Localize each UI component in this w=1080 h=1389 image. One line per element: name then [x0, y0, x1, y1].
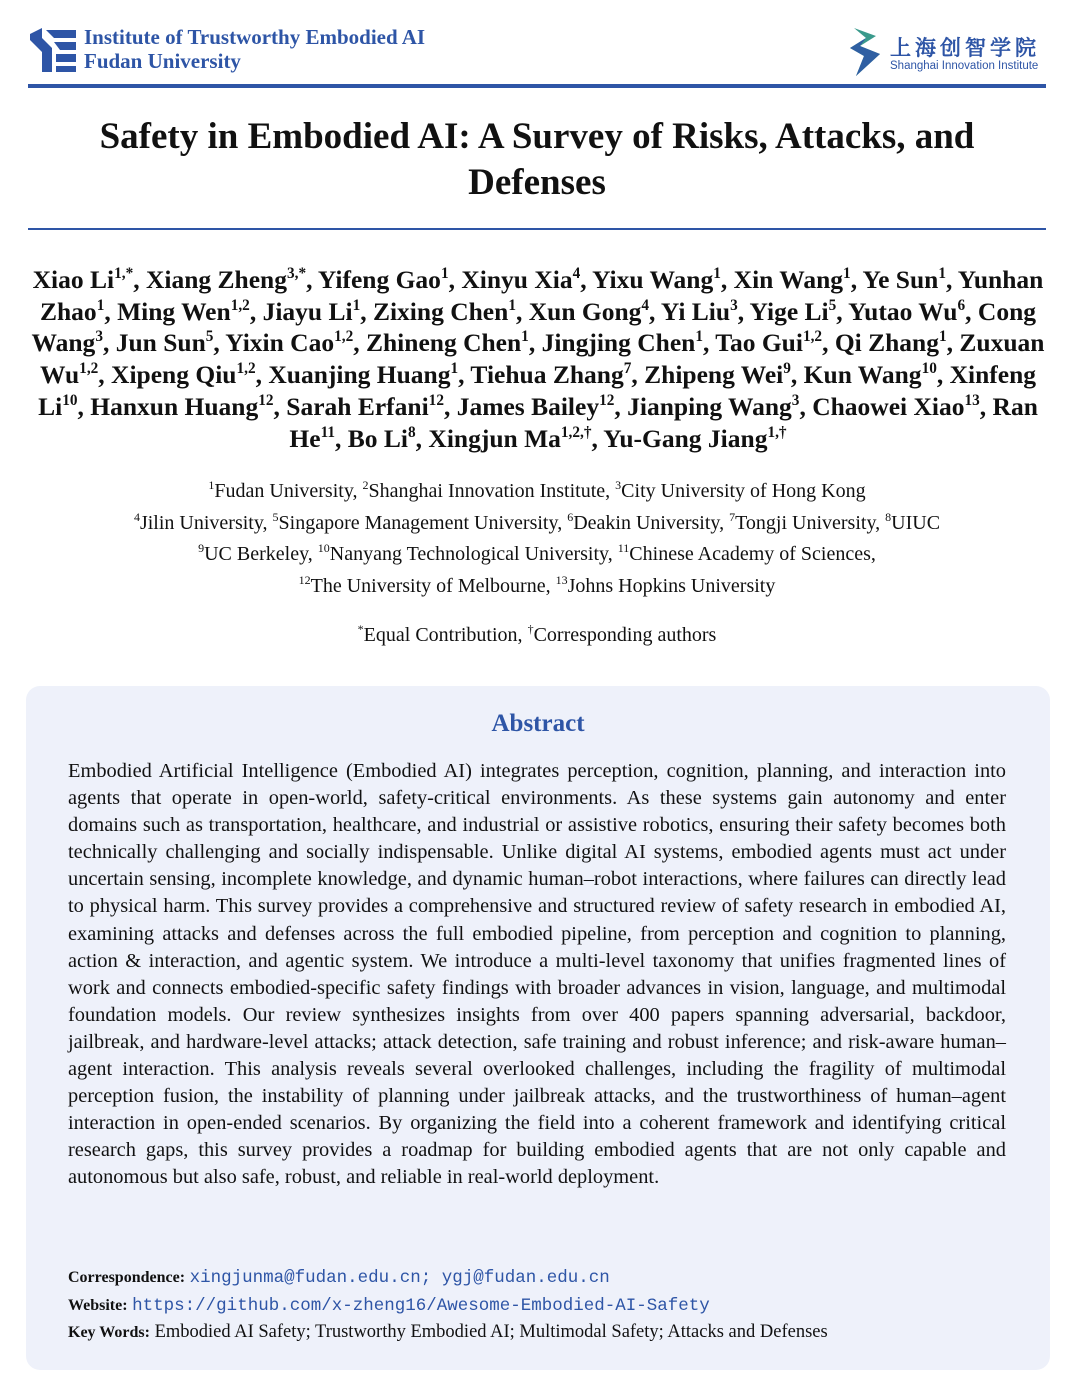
affiliation-list	[28, 476, 1046, 602]
institute-line1: Institute of Trustworthy Embodied AI	[84, 25, 426, 49]
author-affiliation-mark: 4	[572, 265, 581, 283]
sii-name-chinese: 上海创智学院	[890, 36, 1040, 60]
author	[804, 360, 937, 389]
author	[146, 265, 306, 294]
affiliation-number: 10	[317, 541, 330, 556]
abstract-body: Embodied Artificial Intelligence (Embodied AI) integrates perception, cognition, planning, and interaction into agents that operate in open-world, safety-critical environments. As these systems gain autonomy and enter domains such as transportation, healthcare, and industrial or assistive robotics, ensuring their safety becomes both technically challenging and socially indispensable. Unlike digital AI systems, embodied agents must act under uncertain sensing, incomplete knowledge, and dynamic human–robot interactions, where failures can directly lead to physical harm. This survey provides a comprehensive and structured review of safety research in embodied AI, examining attacks and defenses across the full embodied pipeline, from perception and cognition to planning, action & interaction, and agentic system. We introduce a multi-level taxonomy that unifies fragmented lines of work and connects embodied-specific safety findings with broader advances in vision, language, and multimodal foundation models. Our review synthesizes insights from over 400 papers spanning adversarial, backdoor, jailbreak, and hardware-level attacks; attack detection, safe training and robust inference; and risk-aware human–agent interaction. This analysis reveals several overlooked challenges, including the fragility of multimodal perception fusion, the instability of planning under jailbreak attacks, and the trustworthiness of human–agent interaction in open-ended scenarios. By organizing the field into a coherent framework and identifying critical research gaps, this survey provides a roadmap for building embodied agents that are not only capable and autonomous but also safe, robust, and reliable in real-world deployment.	[68, 760, 1006, 1189]
author-affiliation-mark: 12	[428, 391, 444, 409]
author	[373, 297, 516, 326]
author-affiliation-mark: 3	[95, 328, 103, 346]
affiliation-number: 12	[298, 572, 311, 587]
author-affiliation-mark: 1,2	[334, 328, 354, 346]
author-affiliation-mark: 1	[96, 296, 105, 314]
author-name: Zhineng Chen	[365, 328, 522, 358]
equal-mark: *	[357, 622, 364, 637]
author-name: Yifeng Gao	[317, 265, 441, 294]
affiliation-name: Johns Hopkins University	[567, 574, 776, 597]
author-name: Zuxuan Wu	[39, 328, 1045, 390]
author	[603, 424, 786, 453]
affiliation-number: 9	[198, 541, 205, 556]
affiliation-number: 1	[208, 478, 215, 493]
affiliation-name: Nanyang Technological University	[329, 543, 608, 565]
sii-name-english: Shanghai Innovation Institute	[890, 60, 1039, 72]
sii-logo	[846, 22, 1046, 82]
author	[812, 392, 980, 421]
equal-contribution-text: Equal Contribution,	[363, 624, 528, 646]
author	[470, 360, 631, 389]
author-affiliation-mark: 11	[320, 423, 336, 441]
author-name: Zixing Chen	[372, 296, 509, 326]
header-rule	[28, 84, 1046, 88]
author-affiliation-mark: 9	[783, 360, 791, 378]
correspondence-row	[68, 1264, 1018, 1292]
author	[286, 392, 444, 421]
website-row	[68, 1292, 1018, 1320]
author-name: Ran He	[289, 391, 1038, 453]
author-affiliation-mark: 1,2	[230, 296, 250, 314]
author-affiliation-mark: 12	[599, 391, 615, 409]
author	[461, 265, 580, 294]
author-name: Kun Wang	[803, 360, 922, 390]
author-affiliation-mark: 1	[508, 296, 516, 314]
affiliation-number: 2	[362, 478, 369, 493]
affiliation-name: Singapore Management University	[278, 511, 558, 534]
title-rule	[28, 228, 1046, 230]
author-name: Chaowei Xiao	[812, 391, 965, 421]
paper-title: Safety in Embodied AI: A Survey of Risks, Attacks, and Defenses	[99, 116, 975, 203]
affiliation-line: $^4$Jilin University, $^5$Singapore Management University, $^6$Deakin University, $^7$Tongji University, $^8$UIUC	[133, 509, 941, 534]
author-name: Yixin Cao	[225, 328, 335, 358]
author-name: Cong Wang	[31, 296, 1037, 358]
author-name: Yu-Gang Jiang	[603, 423, 768, 453]
author-affiliation-mark: 1	[695, 328, 703, 346]
author-name: Yunhan Zhao	[39, 265, 1044, 326]
author-name: Yi Liu	[660, 296, 731, 326]
author-affiliation-mark: 1	[938, 265, 946, 283]
author-name: Tao Gui	[715, 328, 803, 358]
affiliation-name: Deakin University	[573, 511, 720, 534]
affiliation-name: Fudan University	[214, 480, 353, 502]
author	[318, 265, 449, 294]
affiliation-name: UIUC	[891, 511, 941, 534]
author	[117, 297, 250, 326]
affiliation-number: 11	[617, 541, 630, 556]
author-name: Jiayu Li	[262, 296, 353, 326]
affiliation-line: $^9$UC Berkeley, $^{10}$Nanyang Technological University, $^{11}$Chinese Academy of Sciences,	[198, 541, 876, 565]
author	[644, 360, 791, 389]
affiliation-line: $^1$Fudan University, $^2$Shanghai Innovation Institute, $^3$City University of Hong Kong	[208, 478, 866, 502]
author	[734, 265, 851, 294]
author-affiliation-mark: 1	[440, 265, 449, 283]
author-affiliation-mark: 1	[521, 328, 529, 346]
keywords-value: Embodied AI Safety; Trustworthy Embodied AI; Multimodal Safety; Attacks and Defenses	[154, 1322, 828, 1342]
author-name: Xuanjing Huang	[268, 360, 451, 390]
author	[592, 265, 721, 294]
author-affiliation-mark: 3,*	[286, 265, 307, 283]
author-name: James Bailey	[456, 391, 600, 421]
page-header	[28, 22, 1046, 84]
author-name: Xinfeng Li	[38, 360, 1037, 421]
author-name: Xiang Zheng	[145, 265, 287, 294]
fudan-logo-icon	[28, 26, 78, 74]
author-affiliation-mark: 10	[62, 391, 78, 409]
author-affiliation-mark: 1,2	[802, 328, 823, 346]
author-affiliation-mark: 1,2	[236, 360, 256, 378]
affiliation-number: 6	[567, 509, 574, 524]
author-list: Xiao $Li^{1,*}$, Xiang Zheng$^{3,*}$, Yifeng Gao$^1$, Xinyu Xia$^4$, Yixu Wang$^1$, Xin Wang$^1$, Ye Sun$^1$, Yunhan Zhao$^1$, Ming Wen$^{1,2}$, Jiayu Li$^1$, Zixing Chen$^1$, Xun Gong$^4$, Yi Liu$^3$, Yige Li$^5$, Yutao Wu$^6$, Cong Wang$^3$, Jun Sun$^5$, Yixin Cao$^{1,2}$, Zhineng Chen$^1$, Jingjing Chen$^1$, Tao Gui$^{1,2}$, Qi Zhang$^1$, Zuxuan Wu$^{1,2}$, Xipeng Qiu$^{1,2}$, Xuanjing Huang$^1$, Tiehua Zhang$^7$, Zhipeng Wei$^9$, Kun Wang$^{10}$, Xinfeng Li$^{10}$, Hanxun Huang$^{12}$, Sarah Erfani$^{12}$, James Bailey$^{12}$, Jianping Wang$^3$, Chaowei Xiao$^{13}$, Ran He$^{11}$, Bo Li$^8$, Xingjun $Ma^{1,2,\dagger}$, Yu-Gang Jiang$^{1,\dagger}$	[31, 265, 1045, 453]
author-affiliation-mark: 13	[964, 391, 980, 409]
author-name: Xingjun Ma	[428, 423, 561, 453]
author-affiliation-mark: 1	[713, 265, 721, 283]
affiliation-number: 7	[729, 509, 736, 524]
author-affiliation-mark: 6	[957, 296, 966, 314]
author-affiliation-mark: 7	[623, 360, 632, 378]
author	[268, 360, 458, 389]
author-affiliation-mark: 5	[828, 296, 837, 314]
author	[116, 328, 214, 357]
author-name: Qi Zhang	[834, 328, 939, 358]
affiliation-name: Jilin University	[139, 511, 263, 534]
affiliation-name: Chinese Academy of Sciences,	[629, 543, 876, 565]
author	[457, 392, 615, 421]
keywords-label: Key Words:	[68, 1324, 150, 1341]
affiliation-name: Tongji University	[735, 511, 876, 534]
correspondence-label: Correspondence:	[68, 1269, 186, 1286]
author-affiliation-mark: 10	[921, 360, 937, 378]
author	[348, 424, 416, 453]
affiliation-number: 8	[885, 509, 892, 524]
author-name: Xipeng Qiu	[111, 360, 237, 390]
affiliation-number: 5	[272, 509, 279, 524]
institute-line2: Fudan University	[84, 49, 241, 73]
author-name: Jun Sun	[115, 328, 206, 358]
author-name: Xin Wang	[733, 265, 844, 294]
author-affiliation-mark: 12	[258, 391, 274, 409]
author-name: Jingjing Chen	[541, 328, 696, 358]
website-label: Website:	[68, 1296, 128, 1314]
author-name: Xiao Li	[32, 265, 115, 294]
affiliation-name: City University of Hong Kong	[621, 480, 866, 502]
author-name: Yutao Wu	[848, 296, 958, 326]
abstract-heading: Abstract	[491, 710, 585, 737]
affiliation-line: $^{12}$The University of Melbourne, $^{13}$Johns Hopkins University	[298, 572, 776, 597]
author	[627, 392, 799, 421]
affiliation-number: 13	[555, 572, 568, 587]
author	[542, 328, 703, 357]
author	[835, 328, 947, 357]
author-name: Hanxun Huang	[90, 391, 259, 421]
author-name: Yige Li	[749, 296, 829, 326]
author	[225, 328, 353, 357]
author-affiliation-mark: 1,2	[79, 360, 99, 378]
author-affiliation-mark: 1	[352, 296, 361, 314]
website-link[interactable]: https://github.com/x-zheng16/Awesome-Embodied-AI-Safety	[132, 1295, 710, 1316]
sii-mark-icon	[846, 26, 886, 78]
keywords-row	[68, 1319, 1018, 1347]
author-name: Bo Li	[347, 423, 408, 453]
correspondence-emails[interactable]: xingjunma@fudan.edu.cn; ygj@fudan.edu.cn	[189, 1268, 610, 1288]
corresponding-authors-text: Corresponding authors	[533, 624, 717, 646]
author	[263, 297, 361, 326]
corresponding-mark: †	[527, 622, 534, 637]
author-name: Ye Sun	[862, 265, 939, 294]
author-name: Xun Gong	[528, 296, 642, 326]
author	[33, 265, 134, 294]
author-name: Xinyu Xia	[461, 265, 573, 294]
author-name: Yixu Wang	[592, 265, 714, 294]
author-affiliation-mark: 1,†	[767, 423, 787, 441]
author	[750, 297, 837, 326]
affiliation-name: UC Berkeley	[204, 543, 308, 565]
author	[529, 297, 649, 326]
author-affiliation-mark: 3	[791, 391, 800, 409]
author	[90, 392, 273, 421]
affiliation-number: 3	[615, 478, 622, 493]
author-name: Jianping Wang	[627, 391, 792, 421]
author-name: Tiehua Zhang	[470, 360, 624, 390]
author-name: Ming Wen	[117, 296, 231, 326]
author-name: Zhipeng Wei	[644, 360, 784, 390]
author-affiliation-mark: 8	[408, 423, 416, 441]
author-affiliation-mark: 3	[730, 296, 738, 314]
author	[428, 424, 591, 453]
paper-metadata	[68, 1264, 1018, 1347]
author-affiliation-mark: 1,2,†	[560, 423, 592, 441]
author	[848, 297, 965, 326]
author-affiliation-mark: 1	[450, 360, 459, 378]
author	[366, 328, 529, 357]
author-affiliation-mark: 1,*	[114, 265, 134, 283]
author-name: Sarah Erfani	[286, 391, 429, 421]
affiliation-number: 4	[133, 509, 140, 524]
author	[863, 265, 946, 294]
author	[661, 297, 738, 326]
affiliation-name: The University of Melbourne	[310, 574, 546, 597]
contribution-note	[28, 620, 1046, 650]
author-affiliation-mark: 1	[843, 265, 851, 283]
author-affiliation-mark: 1	[938, 328, 947, 346]
author-affiliation-mark: 4	[641, 296, 650, 314]
affiliation-name: Shanghai Innovation Institute	[368, 480, 606, 502]
author	[111, 360, 256, 389]
author-affiliation-mark: 5	[205, 328, 214, 346]
institute-name	[84, 25, 425, 73]
abstract-box	[26, 686, 1050, 1370]
author	[715, 328, 822, 357]
